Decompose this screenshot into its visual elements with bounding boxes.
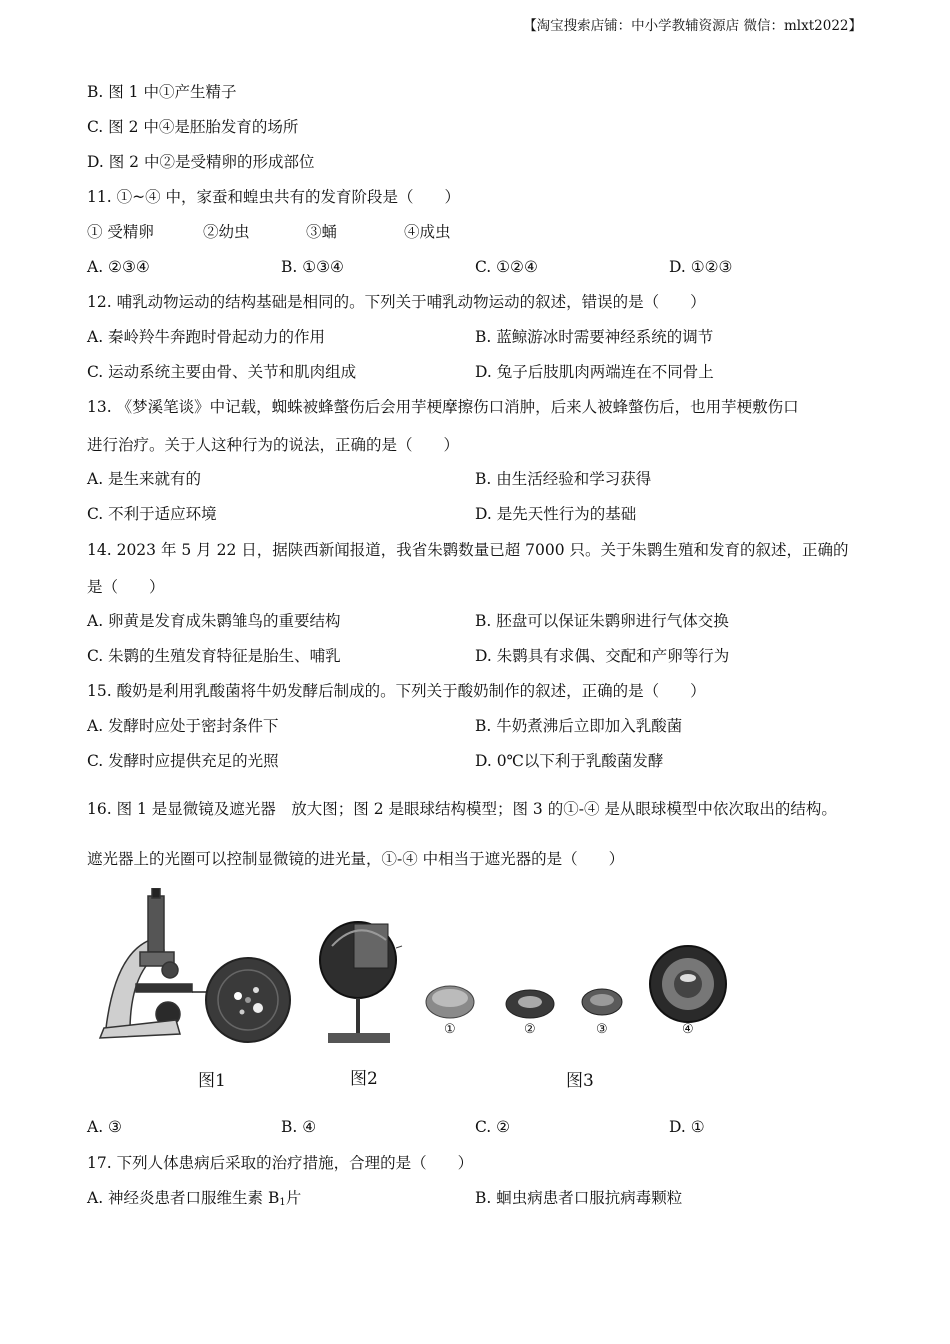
q13-option-a: A. 是生来就有的 <box>87 470 202 488</box>
q12-option-b: B. 蓝鲸游冰时需要神经系统的调节 <box>475 328 714 346</box>
q10-option-d: D. 图 2 中②是受精卵的形成部位 <box>87 153 315 171</box>
q11-item: ③蛹 <box>306 223 338 241</box>
figure-illustration <box>96 888 746 1093</box>
q13-option-b: B. 由生活经验和学习获得 <box>475 470 652 488</box>
q12-option-a: A. 秦岭羚牛奔跑时骨起动力的作用 <box>87 328 326 346</box>
q17-option-a-suffix: 片 <box>285 1189 302 1207</box>
page-header: 【淘宝搜索店铺：中小学教辅资源店 微信：mlxt2022】 <box>523 18 862 34</box>
q14-stem-line1: 14. 2023 年 5 月 22 日，据陕西新闻报道，我省朱鹮数量已超 7000 只。关于朱鹮生殖和发育的叙述，正确的 <box>87 541 849 559</box>
q14-option-a: A. 卵黄是发育成朱鹮雏鸟的重要结构 <box>87 612 341 630</box>
figure1-caption: 图1 <box>198 1071 226 1091</box>
q16-option-d: D. ① <box>669 1118 705 1136</box>
q15-option-b: B. 牛奶煮沸后立即加入乳酸菌 <box>475 717 683 735</box>
q12-option-c: C. 运动系统主要由骨、关节和肌肉组成 <box>87 363 357 381</box>
eye-parts-drawing <box>426 946 726 1022</box>
part-label-2: ② <box>524 1022 536 1037</box>
eyeball-model-drawing <box>320 922 402 1043</box>
q11-option-c: C. ①②④ <box>475 258 538 276</box>
q15-option-a: A. 发酵时应处于密封条件下 <box>87 717 279 735</box>
q17-option-a-text: A. 神经炎患者口服维生素 B <box>87 1189 280 1207</box>
q17-option-a-subscript: 1 <box>279 1197 286 1208</box>
q11-stem: 11. ①~④ 中，家蚕和蝗虫共有的发育阶段是（ ） <box>87 188 460 206</box>
q13-stem-line2: 进行治疗。关于人这种行为的说法，正确的是（ ） <box>87 436 460 454</box>
q11-option-d: D. ①②③ <box>669 258 733 276</box>
figure2-caption: 图2 <box>350 1069 378 1089</box>
q14-stem-line2: 是（ ） <box>87 578 165 596</box>
microscope-drawing <box>100 888 216 1038</box>
q13-option-d: D. 是先天性行为的基础 <box>475 505 637 523</box>
q14-option-d: D. 朱鹮具有求偶、交配和产卵等行为 <box>475 647 730 665</box>
figure3-caption: 图3 <box>566 1071 594 1091</box>
q10-option-c: C. 图 2 中④是胚胎发育的场所 <box>87 118 299 136</box>
q12-stem: 12. 哺乳动物运动的结构基础是相同的。下列关于哺乳动物运动的叙述，错误的是（ ） <box>87 293 706 311</box>
diaphragm-drawing <box>206 958 290 1042</box>
q11-item: ① 受精卵 <box>87 223 154 241</box>
part-label-4: ④ <box>682 1022 694 1037</box>
part-label-3: ③ <box>596 1022 608 1037</box>
q14-option-c: C. 朱鹮的生殖发育特征是胎生、哺乳 <box>87 647 341 665</box>
q16-figure <box>96 888 746 1093</box>
q13-stem-line1: 13. 《梦溪笔谈》中记载，蜘蛛被蜂螫伤后会用芋梗摩擦伤口消肿，后来人被蜂螫伤后，也用芋梗敷伤口 <box>87 398 799 416</box>
q16-stem-line2: 遮光器上的光圈可以控制显微镜的进光量，①-④ 中相当于遮光器的是（ ） <box>87 850 625 868</box>
q11-item: ④成虫 <box>404 223 451 241</box>
q12-option-d: D. 兔子后肢肌肉两端连在不同骨上 <box>475 363 714 381</box>
q16-option-b: B. ④ <box>281 1118 317 1136</box>
q11-option-b: B. ①③④ <box>281 258 344 276</box>
q11-option-a: A. ②③④ <box>87 258 150 276</box>
q10-option-b: B. 图 1 中①产生精子 <box>87 83 237 101</box>
q16-stem-line1: 16. 图 1 是显微镜及遮光器 放大图；图 2 是眼球结构模型；图 3 的①-④ 是从眼球模型中依次取出的结构。 <box>87 800 837 818</box>
q15-option-d: D. 0℃以下利于乳酸菌发酵 <box>475 752 664 770</box>
q11-item: ②幼虫 <box>203 223 250 241</box>
q17-stem: 17. 下列人体患病后采取的治疗措施，合理的是（ ） <box>87 1154 474 1172</box>
q15-stem: 15. 酸奶是利用乳酸菌将牛奶发酵后制成的。下列关于酸奶制作的叙述，正确的是（ ） <box>87 682 706 700</box>
q15-option-c: C. 发酵时应提供充足的光照 <box>87 752 279 770</box>
q16-option-a: A. ③ <box>87 1118 122 1136</box>
q17-option-a <box>87 1188 301 1213</box>
q13-option-c: C. 不利于适应环境 <box>87 505 217 523</box>
part-label-1: ① <box>444 1022 456 1037</box>
q14-option-b: B. 胚盘可以保证朱鹮卵进行气体交换 <box>475 612 729 630</box>
q16-option-c: C. ② <box>475 1118 511 1136</box>
q17-option-b: B. 蛔虫病患者口服抗病毒颗粒 <box>475 1189 683 1207</box>
